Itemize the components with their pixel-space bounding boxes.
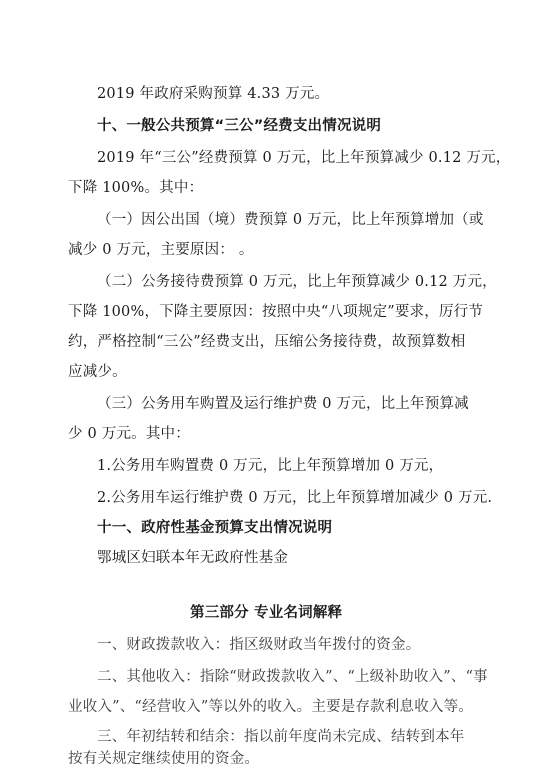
vehicle-line-1: （三）公务用车购置及运行维护费 0 万元，比上年预算减 bbox=[97, 396, 469, 412]
term-fiscal-allocation-line: 一、财政拨款收入：指区级财政当年拨付的资金。 bbox=[97, 637, 421, 653]
procurement-budget-line: 2019 年政府采购预算 4.33 万元。 bbox=[97, 86, 330, 102]
three-public-summary-line-1: 2019 年“三公”经费预算 0 万元，比上年预算减少 0.12 万元， bbox=[97, 150, 511, 166]
vehicle-line-2: 少 0 万元。其中： bbox=[68, 426, 190, 442]
term-carryover-line-2: 按有关规定继续使用的资金。 bbox=[68, 751, 260, 767]
term-other-income-line-1: 二、其他收入：指除“财政拨款收入”、“上级补助收入”、“事 bbox=[97, 669, 488, 685]
overseas-travel-line-2: 减少 0 万元，主要原因： 。 bbox=[68, 242, 254, 258]
section-ten-heading: 十、一般公共预算“三公”经费支出情况说明 bbox=[97, 118, 382, 134]
three-public-summary-line-2: 下降 100%。其中： bbox=[68, 180, 204, 196]
reception-line-2: 下降 100%，下降主要原因：按照中央“八项规定”要求，厉行节 bbox=[68, 304, 484, 320]
term-carryover-line-1: 三、年初结转和结余：指以前年度尚未完成、结转到本年 bbox=[97, 729, 465, 745]
vehicle-purchase-line: 1.公务用车购置费 0 万元，比上年预算增加 0 万元， bbox=[97, 458, 444, 474]
section-eleven-heading: 十一、政府性基金预算支出情况说明 bbox=[97, 520, 333, 536]
reception-line-1: （二）公务接待费预算 0 万元，比上年预算减少 0.12 万元， bbox=[97, 274, 497, 290]
government-fund-line: 鄂城区妇联本年无政府性基金 bbox=[97, 550, 289, 566]
part-three-title: 第三部分 专业名词解释 bbox=[190, 605, 343, 621]
vehicle-operation-line: 2.公务用车运行维护费 0 万元，比上年预算增加减少 0 万元. bbox=[97, 490, 493, 506]
term-other-income-line-2: 业收入”、“经营收入”等以外的收入。主要是存款利息收入等。 bbox=[68, 699, 474, 715]
overseas-travel-line-1: （一）因公出国（境）费预算 0 万元，比上年预算增加（或 bbox=[97, 212, 484, 228]
reception-line-3: 约，严格控制“三公”经费支出，压缩公务接待费，故预算数相 bbox=[68, 334, 466, 350]
reception-line-4: 应减少。 bbox=[68, 364, 127, 380]
